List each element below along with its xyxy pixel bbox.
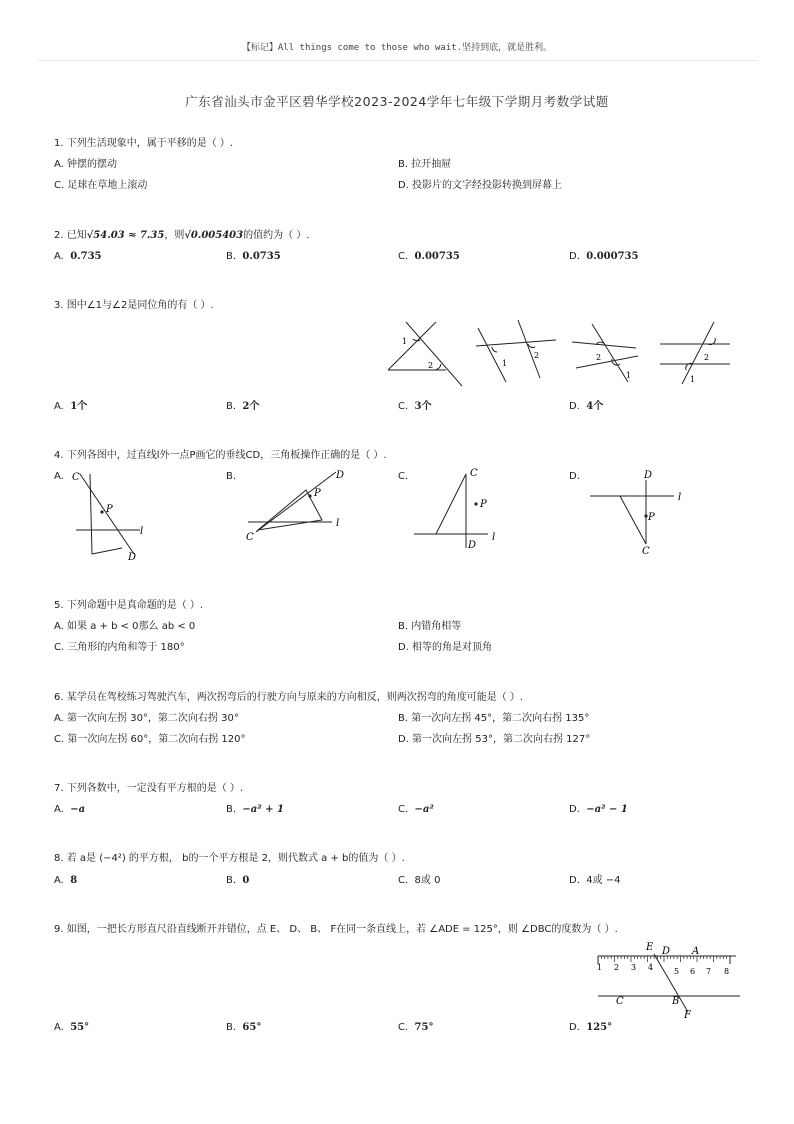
q3-figure-1	[388, 322, 462, 386]
q9-ruler-num-4: 4	[648, 963, 654, 972]
question-8-stem: 8. 若 a是 (−4²) 的平方根， b的一个平方根是 2，则代数式 a + b的值为（ ）.	[54, 853, 405, 864]
q7-option-b-value: −a² + 1	[242, 804, 284, 815]
q2-option-c-value: 0.00735	[414, 251, 460, 262]
q2-option-d-letter: D.	[569, 251, 580, 262]
q9-ruler-num-2: 2	[614, 963, 620, 972]
q3-option-b-value: 2个	[242, 401, 260, 412]
q4-a-label-p: P	[106, 504, 113, 515]
q3-fig3-label-2: 2	[596, 353, 602, 362]
q4-d-label-d: D	[644, 470, 653, 481]
q6-option-b[interactable]: B. 第一次向左拐 45°，第二次向右拐 135°	[398, 713, 590, 724]
q4-figure-c	[414, 474, 488, 548]
q8-option-c-value: 8或 0	[414, 875, 441, 886]
q4-a-point-p	[100, 510, 103, 513]
q2-option-b[interactable]	[226, 250, 281, 264]
q5-option-d[interactable]: D. 相等的角是对顶角	[398, 642, 493, 653]
q8-option-a-value: 8	[70, 875, 78, 886]
q4-figures	[60, 464, 760, 564]
q7-option-a[interactable]	[54, 803, 85, 817]
q8-option-d[interactable]	[569, 874, 621, 888]
q3-figures	[380, 318, 740, 390]
q4-d-label-l: l	[678, 492, 682, 503]
q3-option-c-value: 3个	[414, 401, 432, 412]
q3-option-b[interactable]	[226, 400, 259, 414]
q4-b-point-p	[308, 494, 311, 497]
q4-option-a[interactable]: A.	[54, 471, 64, 482]
q1-option-c[interactable]: C. 足球在草地上滚动	[54, 180, 148, 191]
q9-label-d: D	[662, 946, 671, 957]
q3-fig2-label-2: 2	[534, 351, 540, 360]
q1-option-a[interactable]: A. 钟摆的摆动	[54, 159, 118, 170]
q3-option-a-value: 1个	[70, 401, 88, 412]
q2-option-b-letter: B.	[226, 251, 237, 262]
q9-option-d-value: 125°	[586, 1022, 613, 1033]
question-3-stem: 3. 图中∠1与∠2是同位角的有（ ）.	[54, 300, 214, 311]
q3-option-b-letter: B.	[226, 401, 237, 412]
q2-stem-math1: √54.03 ≈ 7.35	[86, 230, 165, 241]
q7-option-d-letter: D.	[569, 804, 580, 815]
q9-option-b-letter: B.	[226, 1022, 237, 1033]
q1-option-d[interactable]: D. 投影片的文字经投影转换到屏幕上	[398, 180, 563, 191]
q9-ruler-num-5: 5	[674, 967, 680, 976]
header-divider	[38, 60, 756, 61]
q3-figure-2	[476, 320, 556, 382]
q9-label-c: C	[616, 996, 624, 1007]
q3-fig4-label-1: 1	[690, 375, 696, 384]
q4-c-point-p	[474, 502, 477, 505]
q2-option-a-value: 0.735	[70, 251, 102, 262]
q4-b-label-l: l	[336, 518, 340, 529]
q9-option-d[interactable]	[569, 1021, 612, 1035]
q8-option-c-letter: C.	[398, 875, 409, 886]
q4-d-label-c: C	[642, 546, 650, 557]
question-6-stem: 6. 某学员在驾校练习驾驶汽车，两次拐弯后的行驶方向与原来的方向相反，则两次拐弯的角度可能是（ ）.	[54, 692, 524, 703]
q8-option-d-letter: D.	[569, 875, 580, 886]
q2-option-c[interactable]	[398, 250, 460, 264]
q9-label-e: E	[646, 942, 654, 953]
q4-c-label-p: P	[480, 499, 487, 510]
q9-ruler-num-8: 8	[724, 967, 730, 976]
q2-option-a[interactable]	[54, 250, 102, 264]
q9-option-a-value: 55°	[70, 1022, 90, 1033]
q7-option-c[interactable]	[398, 803, 434, 817]
q5-option-c[interactable]: C. 三角形的内角和等于 180°	[54, 642, 185, 653]
q7-option-b[interactable]	[226, 803, 284, 817]
question-1-stem: 1. 下列生活现象中，属于平移的是（ ）.	[54, 138, 234, 149]
q4-option-c[interactable]: C.	[398, 471, 409, 482]
q3-fig1-label-1: 1	[402, 337, 408, 346]
q4-c-label-c: C	[470, 468, 478, 479]
q2-option-b-value: 0.0735	[242, 251, 281, 262]
q2-option-c-letter: C.	[398, 251, 409, 262]
question-7-stem: 7. 下列各数中，一定没有平方根的是（ ）.	[54, 783, 244, 794]
q3-fig3-label-1: 1	[626, 371, 632, 380]
q2-stem-post: 的值约为（ ）.	[243, 230, 310, 241]
q9-label-f: F	[684, 1010, 691, 1020]
q9-ruler-figure	[592, 940, 748, 1020]
q9-ruler-num-6: 6	[690, 967, 696, 976]
q9-option-c[interactable]	[398, 1021, 433, 1035]
q9-ruler-num-7: 7	[706, 967, 712, 976]
q2-option-d[interactable]	[569, 250, 638, 264]
q7-option-d-value: −a² − 1	[586, 804, 628, 815]
q4-b-label-d: D	[336, 470, 345, 481]
q4-a-label-d: D	[128, 552, 137, 563]
q1-option-b[interactable]: B. 拉开抽屉	[398, 159, 452, 170]
q9-label-b: B	[672, 996, 680, 1007]
q6-option-c[interactable]: C. 第一次向左拐 60°，第二次向右拐 120°	[54, 734, 246, 745]
q8-option-c[interactable]	[398, 874, 440, 888]
q4-a-label-l: l	[140, 526, 144, 537]
q3-option-c[interactable]	[398, 400, 432, 414]
q3-fig1-label-2: 2	[428, 361, 434, 370]
question-5-stem: 5. 下列命题中是真命题的是（ ）.	[54, 600, 204, 611]
q3-fig2-label-1: 1	[502, 359, 508, 368]
q3-option-d[interactable]	[569, 400, 603, 414]
q5-option-a[interactable]: A. 如果 a + b < 0那么 ab < 0	[54, 621, 196, 632]
q8-option-a[interactable]	[54, 874, 77, 888]
exam-title: 广东省汕头市金平区碧华学校2023-2024学年七年级下学期月考数学试题	[185, 94, 609, 109]
question-4-stem: 4. 下列各图中，过直线l外一点P画它的垂线CD，三角板操作正确的是（ ）.	[54, 450, 387, 461]
q9-option-b[interactable]	[226, 1021, 261, 1035]
q4-option-b[interactable]: B.	[226, 471, 237, 482]
q4-d-label-p: P	[648, 512, 655, 523]
q6-option-d[interactable]: D. 第一次向左拐 53°，第二次向右拐 127°	[398, 734, 591, 745]
q8-option-a-letter: A.	[54, 875, 64, 886]
q6-option-a[interactable]: A. 第一次向左拐 30°，第二次向右拐 30°	[54, 713, 239, 724]
q4-option-d[interactable]: D.	[569, 471, 580, 482]
q2-option-a-letter: A.	[54, 251, 64, 262]
q9-option-b-value: 65°	[242, 1022, 262, 1033]
q9-label-a: A	[692, 946, 700, 957]
q2-option-d-value: 0.000735	[586, 251, 639, 262]
q4-a-label-c: C	[72, 472, 80, 483]
q2-stem-math2: √0.005403	[184, 230, 244, 241]
q8-option-b-letter: B.	[226, 875, 237, 886]
q7-option-a-value: −a	[70, 804, 86, 815]
q9-option-a-letter: A.	[54, 1022, 64, 1033]
q5-option-b[interactable]: B. 内错角相等	[398, 621, 462, 632]
question-2-stem	[54, 229, 309, 243]
q4-b-label-p: P	[314, 488, 321, 499]
q7-option-a-letter: A.	[54, 804, 64, 815]
q3-option-d-letter: D.	[569, 401, 580, 412]
q2-stem-mid: ，则	[164, 230, 185, 241]
q8-option-b-value: 0	[242, 875, 250, 886]
q9-ruler-num-1: 1	[597, 963, 603, 972]
q9-option-c-letter: C.	[398, 1022, 409, 1033]
q3-option-a[interactable]	[54, 400, 87, 414]
q4-c-label-l: l	[492, 532, 496, 543]
q7-option-c-value: −a²	[414, 804, 434, 815]
q8-option-b[interactable]	[226, 874, 249, 888]
q9-ruler-num-3: 3	[631, 963, 637, 972]
q8-option-d-value: 4或 −4	[586, 875, 621, 886]
q9-option-d-letter: D.	[569, 1022, 580, 1033]
q3-fig4-label-2: 2	[704, 353, 710, 362]
q7-option-c-letter: C.	[398, 804, 409, 815]
q9-option-a[interactable]	[54, 1021, 89, 1035]
question-9-stem: 9. 如图，一把长方形直尺沿直线断开并错位，点 E、 D、 B、 F在同一条直线上，若 ∠ADE = 125°，则 ∠DBC的度数为（ ）.	[54, 924, 618, 935]
q3-option-c-letter: C.	[398, 401, 409, 412]
q9-option-c-value: 75°	[414, 1022, 434, 1033]
q4-figure-b	[248, 472, 336, 532]
q3-option-a-letter: A.	[54, 401, 64, 412]
q7-option-d[interactable]	[569, 803, 628, 817]
q3-option-d-value: 4个	[586, 401, 604, 412]
q4-c-label-d: D	[468, 540, 477, 551]
q2-stem-pre: 2. 已知	[54, 230, 87, 241]
header-motto: 【标记】All things come to those who wait.坚持到底，就是胜利。	[241, 43, 553, 53]
q4-b-label-c: C	[246, 532, 254, 543]
q7-option-b-letter: B.	[226, 804, 237, 815]
q4-figure-d	[590, 480, 674, 544]
